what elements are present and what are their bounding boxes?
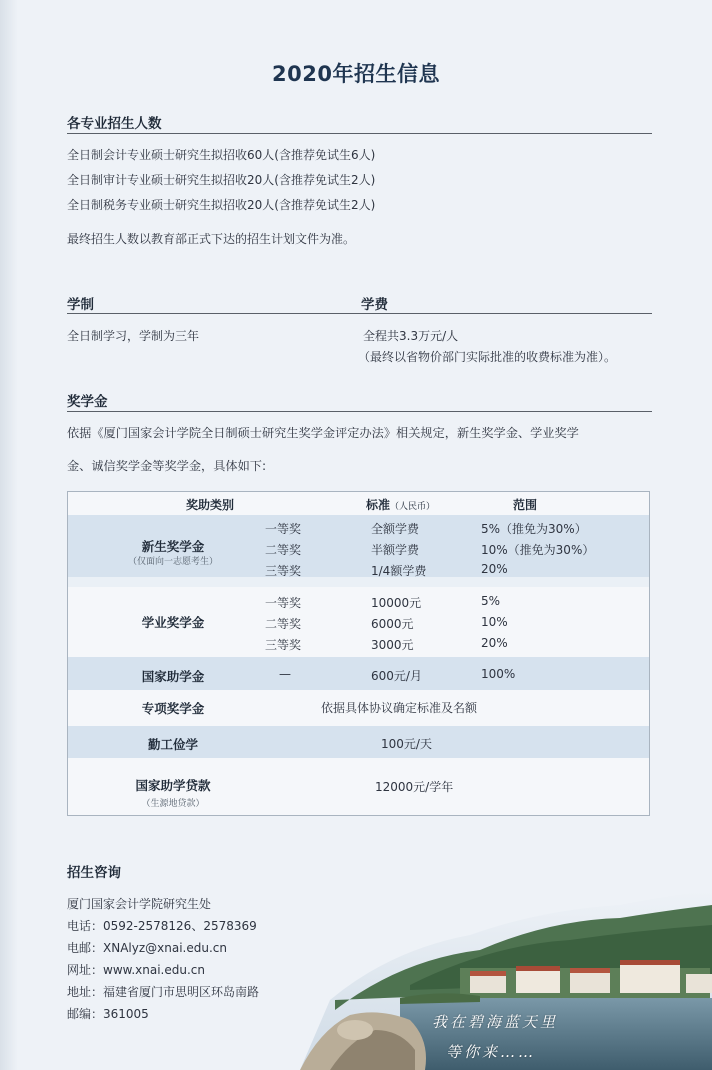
academic-level-2: 二等奖: [265, 617, 302, 631]
scholarship-table: [67, 491, 650, 816]
freshman-level-3: 三等奖: [265, 564, 302, 578]
enrollment-heading: 各专业招生人数: [67, 116, 162, 132]
freshman-standard-3: 1/4额学费: [371, 564, 427, 578]
freshman-scope-2: 10%（推免为30%）: [481, 543, 595, 557]
academic-scope-1: 5%: [481, 594, 501, 608]
academic-scope-2: 10%: [481, 615, 508, 629]
freshman-scholarship-note: （仅面向一志愿考生）: [127, 557, 218, 567]
freshman-scholarship-name: 新生奖学金: [141, 539, 205, 554]
tuition-heading: 学费: [361, 297, 388, 313]
col-header-scope: 范围: [513, 498, 538, 512]
enrollment-line-tax: 全日制税务专业硕士研究生拟招收20人(含推荐免试生2人): [67, 198, 376, 212]
enrollment-divider: [67, 133, 652, 134]
contact-heading: 招生咨询: [67, 865, 121, 881]
enrollment-line-accounting: 全日制会计专业硕士研究生拟招收60人(含推荐免试生6人): [67, 148, 376, 162]
tuition-note: （最终以省物价部门实际批准的收费标准为准）。: [358, 350, 617, 364]
contact-website: 网址：www.xnai.edu.cn: [67, 963, 205, 977]
slogan-line1: 我在碧海蓝天里: [432, 1013, 559, 1031]
work-study-name: 勤工俭学: [147, 737, 198, 752]
page-title: 2020年招生信息: [272, 62, 440, 86]
national-grant-level: —: [279, 667, 291, 681]
academic-scholarship-name: 学业奖学金: [141, 615, 205, 630]
academic-level-1: 一等奖: [265, 596, 302, 610]
freshman-scope-1: 5%（推免为30%）: [481, 522, 587, 536]
spacer-band: [68, 577, 649, 587]
enrollment-line-audit: 全日制审计专业硕士研究生拟招收20人(含推荐免试生2人): [67, 173, 376, 187]
scholarship-intro-line2: 金、诚信奖学金等奖学金，具体如下:: [67, 459, 267, 473]
contact-phone: 电话：0592-2578126、2578369: [67, 919, 257, 933]
national-loan-standard: 12000元/学年: [375, 780, 454, 794]
col-header-standard: 标准（人民币）: [366, 498, 436, 512]
tuition-amount: 全程共3.3万元/人: [363, 329, 459, 343]
work-study-standard: 100元/天: [381, 737, 432, 751]
freshman-standard-1: 全额学费: [371, 522, 420, 536]
academic-standard-2: 6000元: [371, 617, 414, 631]
contact-postcode: 邮编：361005: [67, 1007, 149, 1021]
national-grant-standard: 600元/月: [371, 669, 422, 683]
program-divider: [67, 313, 652, 314]
academic-standard-1: 10000元: [371, 596, 422, 610]
special-scholarship-standard: 依据具体协议确定标准及名额: [321, 701, 478, 715]
contact-org: 厦门国家会计学院研究生处: [67, 897, 212, 911]
scholarship-divider: [67, 411, 652, 412]
academic-standard-3: 3000元: [371, 638, 414, 652]
scholarship-heading: 奖学金: [67, 394, 108, 410]
national-loan-name: 国家助学贷款: [135, 778, 211, 793]
table-header-band: [68, 492, 649, 515]
national-grant-name: 国家助学金: [141, 669, 205, 684]
freshman-level-2: 二等奖: [265, 543, 302, 557]
national-grant-scope: 100%: [481, 667, 516, 681]
program-text: 全日制学习，学制为三年: [67, 329, 200, 343]
contact-email: 电邮：XNAlyz@xnai.edu.cn: [67, 941, 227, 955]
scholarship-intro-line1: 依据《厦门国家会计学院全日制硕士研究生奖学金评定办法》相关规定，新生奖学金、学业奖学: [67, 426, 579, 440]
decorative-left-edge: [0, 0, 18, 1070]
col-header-category: 奖助类别: [186, 498, 235, 512]
national-loan-note: （生源地贷款）: [141, 799, 205, 809]
enrollment-note: 最终招生人数以教育部正式下达的招生计划文件为准。: [67, 232, 356, 246]
academic-level-3: 三等奖: [265, 638, 302, 652]
freshman-scope-3: 20%: [481, 562, 508, 576]
special-scholarship-name: 专项奖学金: [141, 701, 205, 716]
academic-scope-3: 20%: [481, 636, 508, 650]
freshman-level-1: 一等奖: [265, 522, 302, 536]
program-heading: 学制: [67, 297, 94, 313]
freshman-standard-2: 半额学费: [371, 543, 420, 557]
slogan-line2: 等你来……: [446, 1043, 537, 1061]
contact-address: 地址：福建省厦门市思明区环岛南路: [67, 985, 260, 999]
